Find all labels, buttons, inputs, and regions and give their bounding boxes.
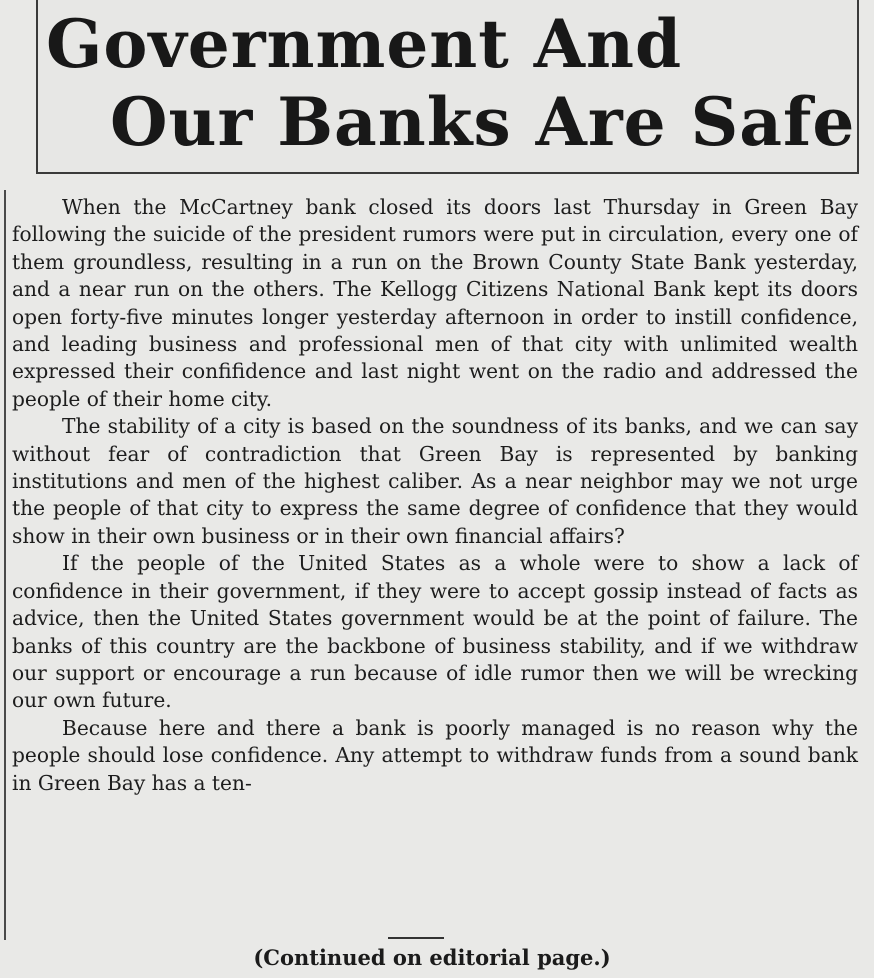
headline-line-2: Our Banks Are Safe	[110, 83, 856, 161]
continuation-rule	[388, 937, 444, 939]
column-rule	[4, 190, 6, 940]
paragraph-1: When the McCartney bank closed its doors last Thursday in Green Bay following the suicide of the president rumors were put in circulation, every one of them groundless, resulting in a run on the Brown County State Bank yesterday, and a near run on the others. The Kellogg Citizens National Bank kept its doors open forty-five minutes longer yesterday afternoon in order to instill confidence, and leading business and professional men of that city with unlimited wealth expressed their confifidence and last night went on the radio and addressed the people of their home city.	[12, 195, 858, 411]
headline-box	[36, 0, 859, 174]
paragraph-3: If the people of the United States as a whole were to show a lack of confidence in their government, if they were to accept gossip instead of facts as advice, then the United States government would be at the point of failure. The banks of this country are the backbone of business stability, and if we withdraw our support or encourage a run because of idle rumor then we will be wrecking our own future.	[12, 551, 858, 713]
continuation-note	[0, 945, 874, 971]
paragraph-4: Because here and there a bank is poorly managed is no reason why the people should lose confidence. Any attempt to withdraw funds from a sound bank in Green Bay has a ten-	[12, 715, 858, 795]
headline-line-1: Government And	[46, 5, 683, 83]
article-body	[12, 194, 858, 797]
paragraph-2: The stability of a city is based on the soundness of its banks, and we can say without fear of contradiction that Green Bay is represented by banking institutions and men of the highest caliber. As a near neighbor may we not urge the people of that city to express the same degree of confidence that they would show in their own business or in their own financial affairs?	[12, 414, 858, 548]
continuation-text: (Continued on editorial page.)	[253, 945, 611, 970]
